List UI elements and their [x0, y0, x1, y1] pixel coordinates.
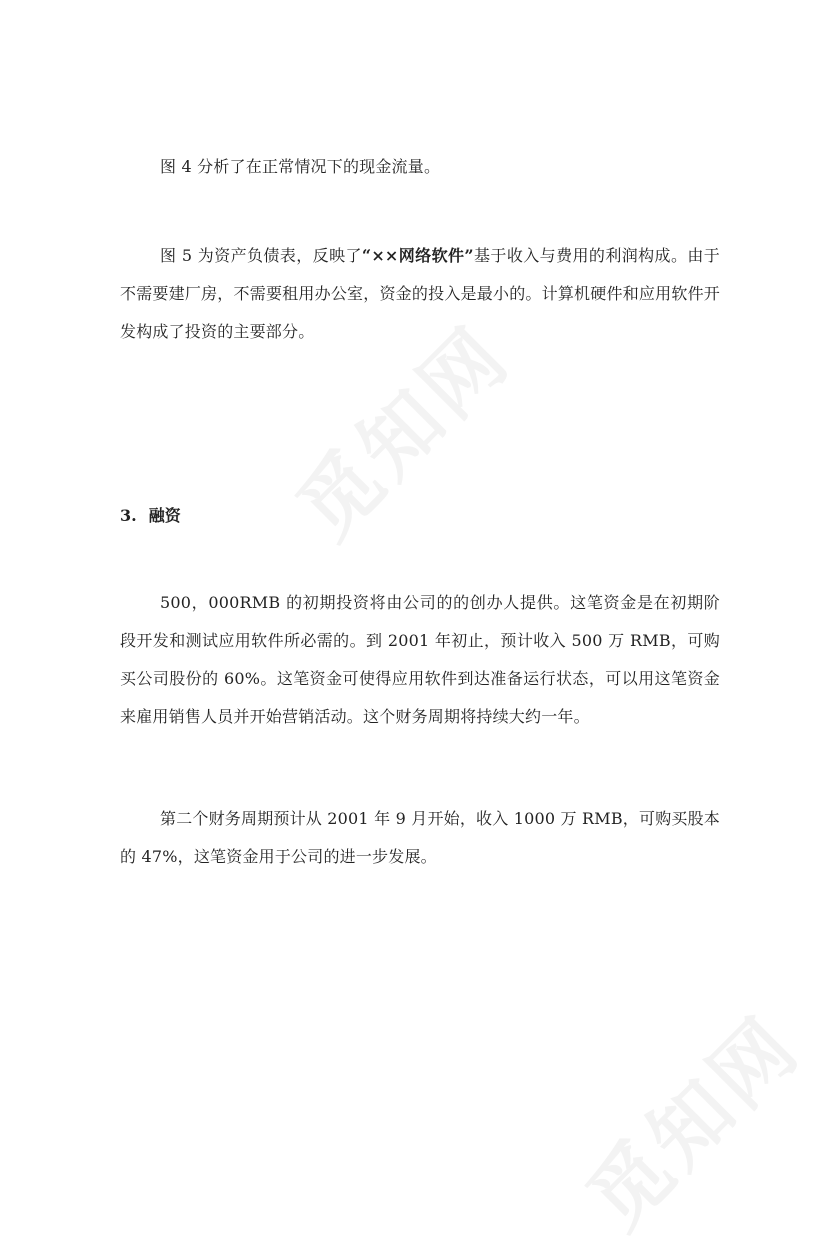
paragraph-initial-investment — [120, 584, 720, 736]
section-number: 3. — [120, 506, 137, 525]
paragraph-cash-flow-text: 图 4 分析了在正常情况下的现金流量。 — [160, 157, 441, 176]
paragraph-second-period — [120, 800, 720, 876]
second-period-text: 第二个财务周期预计从 2001 年 9 月开始，收入 1000 万 RMB，可购买股本的 47%，这笔资金用于公司的进一步发展。 — [120, 809, 721, 866]
section-heading — [120, 504, 181, 528]
paragraph-balance-sheet — [120, 237, 720, 351]
initial-investment-text: 500，000RMB 的初期投资将由公司的的创办人提供。这笔资金是在初期阶段开发和测试应用软件所必需的。到 2001 年初止，预计收入 500 万 RMB，可购买公司股份的 60%。这笔资金可使得应用软件到达准备运行状态，可以用这笔资金来雇用销售人员并开始营销活动。这个财务周期将持续大约一年。 — [120, 593, 720, 726]
paragraph-cash-flow — [120, 148, 720, 186]
watermark-logo-bottom: 觅知网 — [569, 998, 819, 1247]
balance-sheet-text-end: 基于收入与费用的利润构成。由于不需要建厂房，不需要租用办公室，资金的投入是最小的。计算机硬件和应用软件开发构成了投资的主要部分。 — [120, 246, 720, 341]
company-name-bold: “××网络软件” — [361, 246, 474, 265]
section-title: 融资 — [148, 506, 181, 525]
watermark-logo-center: 觅知网 — [279, 308, 529, 557]
balance-sheet-text-start: 图 5 为资产负债表，反映了 — [160, 246, 362, 265]
